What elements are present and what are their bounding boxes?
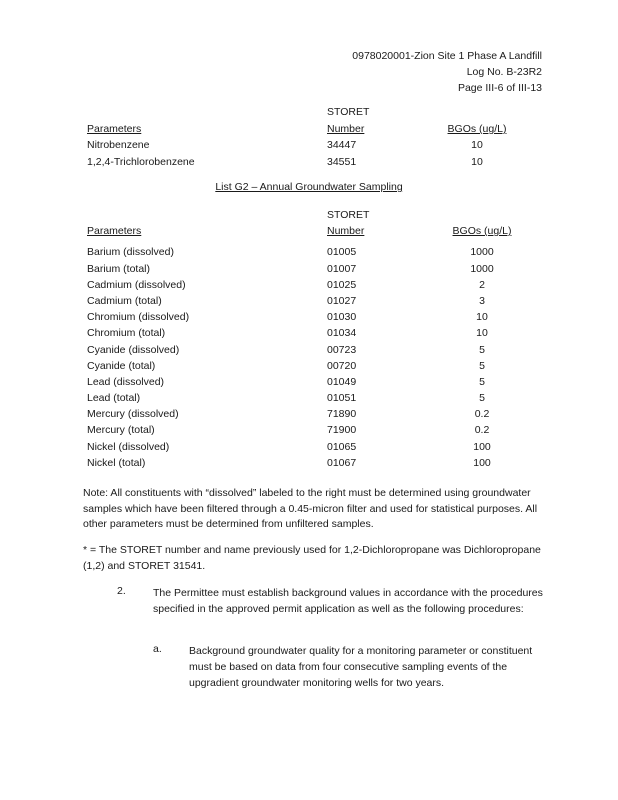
table-row <box>87 390 527 406</box>
page-header <box>352 48 542 96</box>
page-number: Page III-6 of III-13 <box>457 82 542 94</box>
storet-cell: 34447 <box>327 139 357 152</box>
param-cell: Mercury (total) <box>87 424 155 437</box>
table-row <box>87 325 527 341</box>
list-g2-title: List G2 – Annual Groundwater Sampling <box>215 181 403 193</box>
param-cell: Nickel (total) <box>87 456 146 469</box>
table-row <box>87 154 527 170</box>
param-cell: Cyanide (dissolved) <box>87 343 180 356</box>
parameters-header: Parameters <box>87 225 142 238</box>
item-a-number: a. <box>153 643 162 655</box>
bgo-cell: 2 <box>479 278 485 291</box>
storet-cell: 71890 <box>327 408 357 421</box>
table-row <box>87 358 527 374</box>
bgo-cell: 5 <box>479 359 485 372</box>
storet-footnote: * = The STORET number and name previously used for 1,2-Dichloropropane was Dichloropropane (1,2) and STORET 31541. <box>83 544 541 572</box>
table-header <box>87 223 527 239</box>
table-header-top <box>87 207 527 223</box>
bgo-cell: 10 <box>471 139 483 152</box>
storet-cell: 34551 <box>327 155 357 168</box>
bgo-cell: 5 <box>479 392 485 405</box>
param-cell: Mercury (dissolved) <box>87 408 179 421</box>
bgo-cell: 1000 <box>470 262 494 275</box>
storet-cell: 01005 <box>327 246 357 259</box>
storet-header-top: STORET <box>327 209 370 221</box>
bgo-cell: 10 <box>476 311 488 324</box>
storet-number-header: Number <box>327 225 365 238</box>
table-row <box>87 342 527 358</box>
param-cell: Barium (total) <box>87 262 151 275</box>
param-cell: 1,2,4-Trichlorobenzene <box>87 155 195 168</box>
param-cell: Cadmium (dissolved) <box>87 278 186 291</box>
param-cell: Nickel (dissolved) <box>87 440 170 453</box>
log-number: Log No. B-23R2 <box>466 66 542 78</box>
storet-cell: 01067 <box>327 456 357 469</box>
bgo-cell: 10 <box>471 155 483 168</box>
table-row <box>87 439 527 455</box>
param-cell: Lead (total) <box>87 392 141 405</box>
bgo-cell: 5 <box>479 343 485 356</box>
table-row <box>87 244 527 260</box>
bgo-cell: 1000 <box>470 246 494 259</box>
param-cell: Cadmium (total) <box>87 294 162 307</box>
parameters-table-continued <box>87 104 527 170</box>
storet-header-top: STORET <box>327 106 370 118</box>
bgo-cell: 5 <box>479 375 485 388</box>
bgo-cell: 3 <box>479 294 485 307</box>
storet-cell: 01034 <box>327 327 357 340</box>
param-cell: Cyanide (total) <box>87 359 156 372</box>
bgo-cell: 0.2 <box>474 424 490 437</box>
table-row <box>87 277 527 293</box>
param-cell: Nitrobenzene <box>87 139 150 152</box>
storet-cell: 01065 <box>327 440 357 453</box>
table-row <box>87 261 527 277</box>
table-row <box>87 309 527 325</box>
table-row <box>87 406 527 422</box>
storet-cell: 71900 <box>327 424 357 437</box>
table-row <box>87 293 527 309</box>
table-row <box>87 137 527 153</box>
storet-cell: 00723 <box>327 343 357 356</box>
bgo-cell: 10 <box>476 327 488 340</box>
storet-number-header: Number <box>327 123 365 136</box>
param-cell: Lead (dissolved) <box>87 375 165 388</box>
parameters-header: Parameters <box>87 123 142 136</box>
storet-cell: 01025 <box>327 278 357 291</box>
item-2-number: 2. <box>117 585 126 597</box>
table-header <box>87 121 527 137</box>
bgo-cell: 100 <box>473 456 491 469</box>
param-cell: Chromium (dissolved) <box>87 311 190 324</box>
storet-cell: 01007 <box>327 262 357 275</box>
storet-cell: 01027 <box>327 294 357 307</box>
storet-cell: 01051 <box>327 392 357 405</box>
storet-cell: 01030 <box>327 311 357 324</box>
bgo-cell: 100 <box>473 440 491 453</box>
item-2-text: The Permittee must establish background values in accordance with the procedures specified in the approved permit application as well as the following procedures: <box>153 587 543 615</box>
table-row <box>87 374 527 390</box>
param-cell: Barium (dissolved) <box>87 246 174 259</box>
list-g2-table <box>87 207 527 471</box>
dissolved-note: Note: All constituents with “dissolved” labeled to the right must be determined using groundwater samples which have been filtered through a 0.45-micron filter and used for statistical purposes. All other parameters must be determined from unfiltered samples. <box>83 487 538 530</box>
storet-cell: 01049 <box>327 375 357 388</box>
permit-site-title: 0978020001-Zion Site 1 Phase A Landfill <box>352 50 542 62</box>
storet-cell: 00720 <box>327 359 357 372</box>
param-cell: Chromium (total) <box>87 327 166 340</box>
bgo-cell: 0.2 <box>474 408 490 421</box>
table-header-top <box>87 104 527 120</box>
bgos-header: BGOs (ug/L) <box>452 225 512 238</box>
table-row <box>87 455 527 471</box>
bgos-header: BGOs (ug/L) <box>447 123 507 136</box>
item-a-text: Background groundwater quality for a monitoring parameter or constituent must be based on data from four consecutive sampling events of the upgradient groundwater monitoring wells for two years. <box>189 645 533 689</box>
table-row <box>87 422 527 438</box>
